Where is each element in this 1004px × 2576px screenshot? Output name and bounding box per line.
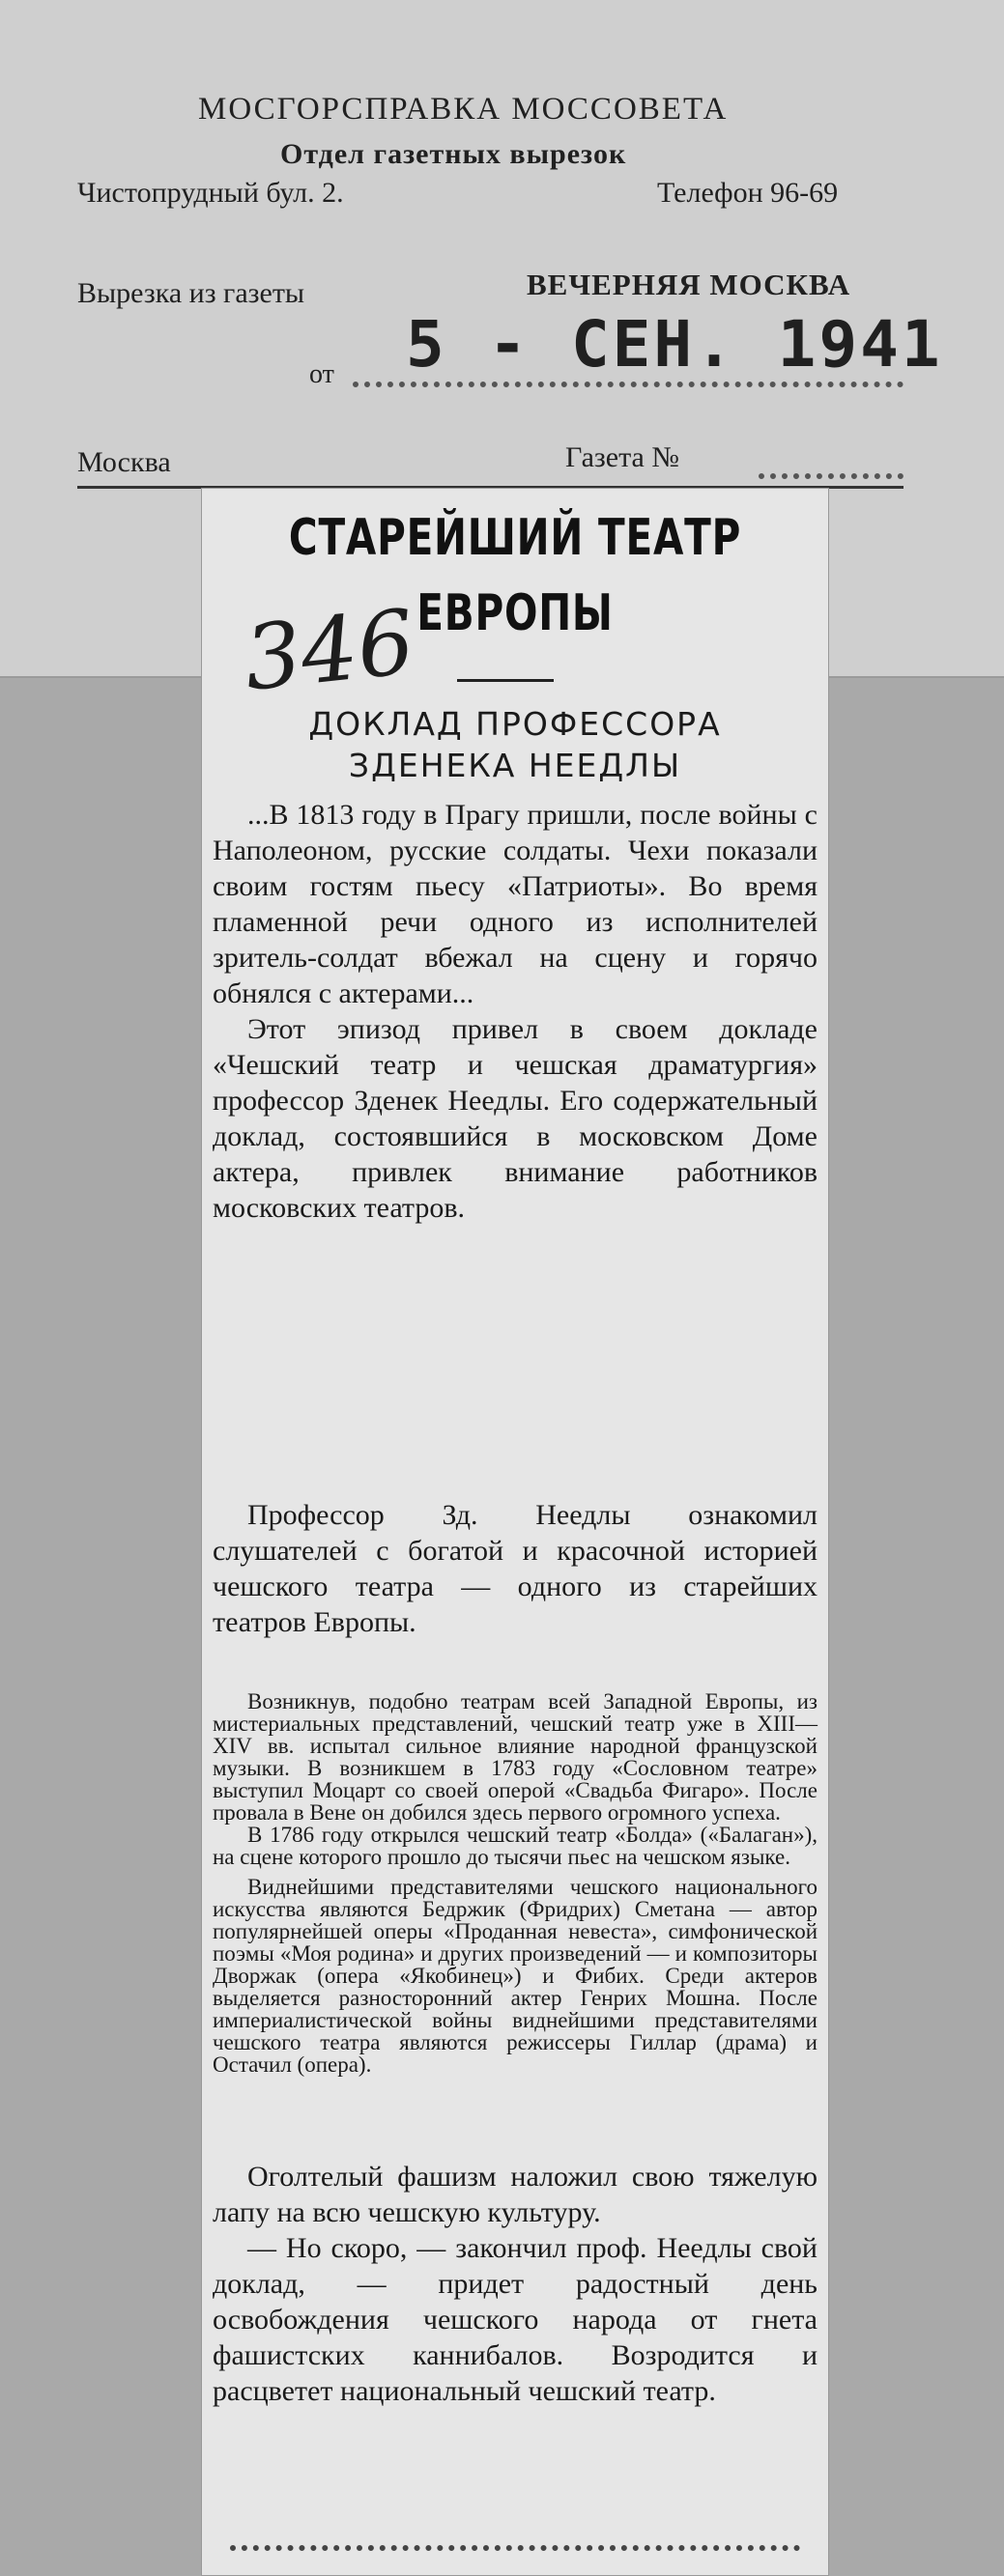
article-small-print: [213, 1690, 818, 2076]
date-stamp: 5 - СЕН. 1941: [406, 307, 943, 382]
article-paragraph-small: Виднейшими представителями чешского национального искусства являются Бедржик (Фридрих) Сметана — автор популярнейшей оперы «Проданная невеста», симфонической поэмы «Моя родина» и других произведений — и композиторы Дворжак (опера «Якобинец») и Фибих. Среди актеров выделяется разносторонний актер Генрих Мошна. После империалистической войны виднейшими представителями чешского театра являются режиссеры Гиллар (драма) и Остачил (опера).: [213, 1875, 818, 2077]
gazette-number-label: Газета №: [565, 441, 679, 473]
newspaper-clipping: [201, 488, 829, 2576]
article-paragraph: Оголтелый фашизм наложил свою тяжелую лапу на всю чешскую культуру.: [213, 2161, 818, 2228]
article-paragraph-small: Возникнув, подобно театрам всей Западной Европы, из мистериальных представлений, чешский театр уже в XIII—XIV вв. испытал сильное влияние народной французской музыки. В возникшем в 1783 году «Сословном театре» выступил Моцарт со своей оперой «Свадьба Фигаро». После провала в Вене он добился здесь первого огромного успеха.: [213, 1689, 818, 1825]
handwritten-margin-note: [928, 58, 986, 464]
article-paragraph-small: В 1786 году открылся чешский театр «Болда» («Балаган»), на сцене которого прошло до тысячи пьес на чешском языке.: [213, 1823, 818, 1869]
agency-name: МОСГОРСПРАВКА МОССОВЕТА: [198, 92, 729, 127]
article-paragraph: Этот эпизод привел в своем докладе «Чешский театр и чешская драматургия» профессор Зденек Неедлы. Его содержательный доклад, состоявшийся в московском Доме актера, привлек внимание работников московских театров.: [213, 1013, 818, 1224]
article-end-dotted-line: [230, 2545, 800, 2551]
article-subtitle-line-2: ЗДЕНЕКА НЕЕДЛЫ: [348, 747, 682, 784]
agency-phone: Телефон 96-69: [657, 177, 839, 209]
article-professor-paragraph-block: [213, 1497, 818, 1640]
article-paragraph: — Но скоро, — закончил проф. Неедлы свой доклад, — придет радостный день освобождения чешского народа от гнета фашистских каннибалов. Возродится и расцветет национальный чешский театр.: [213, 2232, 818, 2407]
date-prefix: от: [309, 359, 334, 389]
city-label: Москва: [77, 446, 171, 478]
article-paragraph: Профессор Зд. Неедлы ознакомил слушателей с богатой и красочной историей чешского театра — одного из старейших театров Европы.: [213, 1499, 818, 1638]
article-title-line-1: СТАРЕЙШИЙ ТЕАТР: [288, 509, 742, 567]
article-closing: [213, 2159, 818, 2409]
department-name: Отдел газетных вырезок: [280, 138, 627, 170]
newspaper-name: ВЕЧЕРНЯЯ МОСКВА: [527, 268, 851, 301]
handwritten-archive-number: 346: [239, 590, 419, 711]
article-intro: [213, 797, 818, 1226]
clipping-from-label: Вырезка из газеты: [77, 277, 305, 309]
article-paragraph: ...В 1813 году в Прагу пришли, после войны с Наполеоном, русские солдаты. Чехи показали своим гостям пьесу «Патриоты». Во время пламенной речи одного из исполнителей зритель-солдат вбежал на сцену и горячо обнялся с актерами...: [213, 799, 818, 1009]
agency-address: Чистопрудный бул. 2.: [77, 177, 344, 209]
article-subtitle-line-1: ДОКЛАД ПРОФЕССОРА: [308, 705, 722, 743]
article-title-line-2: ЕВРОПЫ: [416, 584, 614, 642]
gazette-dotted-line: [759, 473, 904, 479]
title-rule: [457, 679, 554, 682]
date-dotted-line: [353, 382, 904, 387]
